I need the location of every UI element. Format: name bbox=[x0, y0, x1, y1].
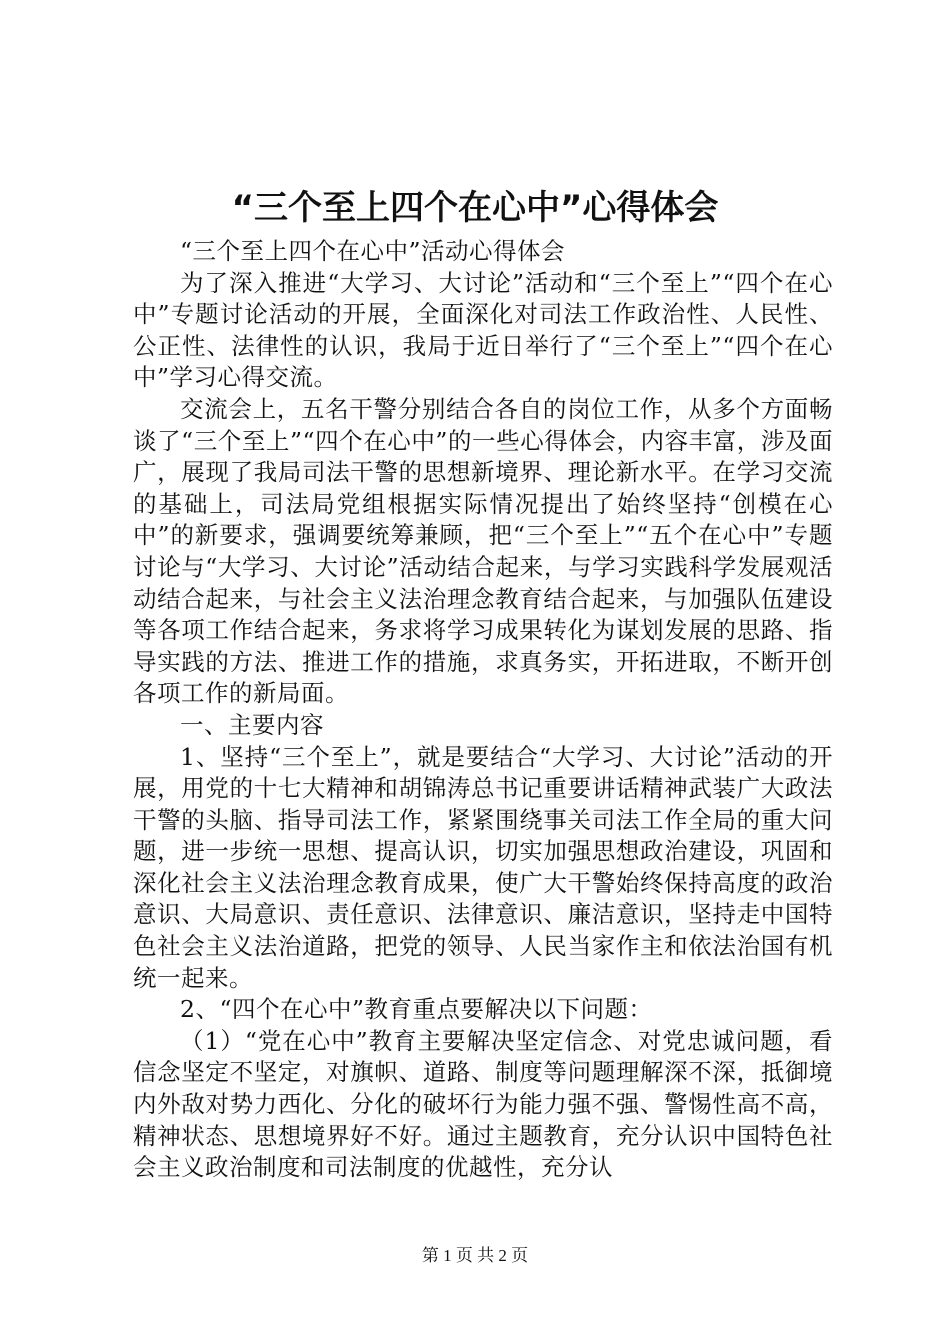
document-title: “三个至上四个在心中”心得体会 bbox=[231, 188, 719, 228]
paragraph-exchange: 交流会上，五名干警分别结合各自的岗位工作，从多个方面畅谈了“三个至上”“四个在心中”的一些心得体会，内容丰富，涉及面广，展现了我局司法干警的思想新境界、理论新水平。在学习交流的基础上，司法局党组根据实际情况提出了始终坚持“创模在心中”的新要求，强调要统筹兼顾，把“三个至上”“五个在心中”专题讨论与“大学习、大讨论”活动结合起来，与学习实践科学发展观活动结合起来，与社会主义法治理念教育结合起来，与加强队伍建设等各项工作结合起来，务求将学习成果转化为谋划发展的思路、指导实践的方法、推进工作的措施，求真务实，开拓进取，不断开创各项工作的新局面。 bbox=[133, 394, 833, 708]
page-number-footer: 第 1 页 共 2 页 bbox=[421, 1246, 529, 1265]
paragraph-item-1: 1、坚持“三个至上”，就是要结合“大学习、大讨论”活动的开展，用党的十七大精神和胡锦涛总书记重要讲话精神武装广大政法干警的头脑、指导司法工作，紧紧围绕事关司法工作全局的重大问题，进一步统一思想、提高认识，切实加强思想政治建设，巩固和深化社会主义法治理念教育成果，使广大干警始终保持高度的政治意识、大局意识、责任意识、法律意识、廉洁意识，坚持走中国特色社会主义法治道路，把党的领导、人民当家作主和依法治国有机统一起来。 bbox=[133, 742, 833, 992]
paragraph-subtitle: “三个至上四个在心中”活动心得体会 bbox=[180, 237, 566, 265]
paragraph-item-2-1: （1）“党在心中”教育主要解决坚定信念、对党忠诚问题，看信念坚定不坚定，对旗帜、道路、制度等问题理解深不深，抵御境内外敌对势力西化、分化的破坏行为能力强不强、警惕性高不高，精神状态、思想境界好不好。通过主题教育，充分认识中国特色社会主义政治制度和司法制度的优越性，充分认 bbox=[133, 1026, 833, 1182]
section-heading-main-content: 一、主要内容 bbox=[180, 710, 324, 739]
paragraph-item-2: 2、“四个在心中”教育重点要解决以下问题： bbox=[180, 995, 653, 1024]
paragraph-intro: 为了深入推进“大学习、大讨论”活动和“三个至上”“四个在心中”专题讨论活动的开展，全面深化对司法工作政治性、人民性、公正性、法律性的认识，我局于近日举行了“三个至上”“四个在心中”学习心得交流。 bbox=[133, 268, 833, 392]
document-body bbox=[133, 236, 833, 1184]
